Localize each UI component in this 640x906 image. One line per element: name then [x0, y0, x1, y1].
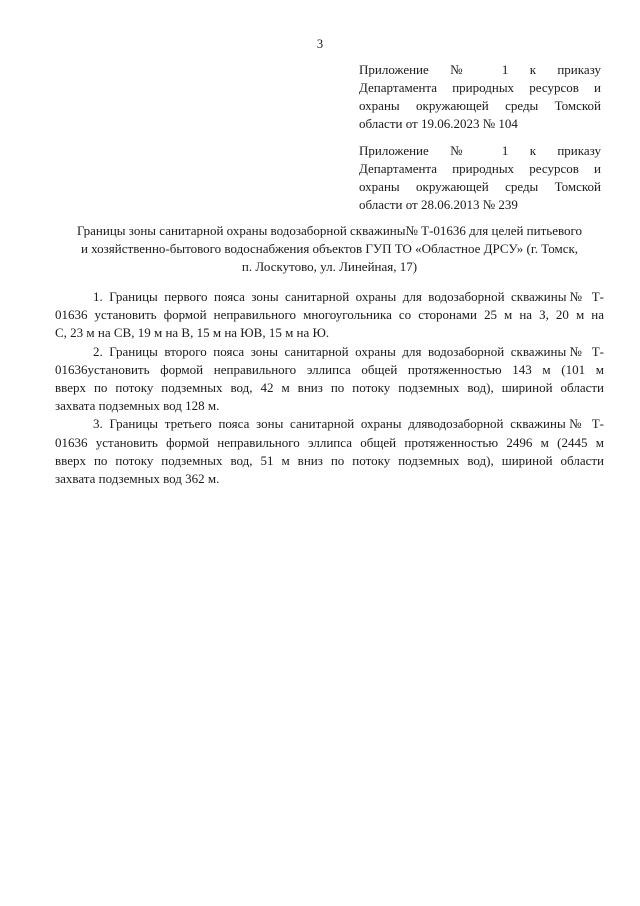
paragraph-line: 01636установить формой неправильного эллипса общей протяженностью 143 м (101 м [55, 361, 604, 377]
paragraph-line: 3. Границы третьего пояса зоны санитарной охраны дляводозаборной скважины№ Т- [93, 416, 604, 432]
appendix-line: охраны окружающей среды Томской [359, 98, 601, 113]
paragraph-line: захвата подземных вод 128 м. [55, 398, 220, 414]
title-line: и хозяйственно-бытового водоснабжения объектов ГУП ТО «Областное ДРСУ» (г. Томск, [80, 241, 579, 256]
document-title [55, 222, 604, 276]
document-body [55, 288, 604, 488]
appendix-header-original [359, 142, 601, 214]
appendix-line: Департамента природных ресурсов и [359, 80, 601, 95]
paragraph-zone-1 [55, 288, 604, 343]
paragraph-line: С, 23 м на СВ, 19 м на В, 15 м на ЮВ, 15 м на Ю. [55, 325, 330, 341]
paragraph-line: вверх по потоку подземных вод, 42 м вниз по потоку подземных вод), шириной области [55, 380, 604, 396]
paragraph-line: 01636 установить формой неправильного многоугольника со сторонами 25 м на З, 20 м на [55, 307, 604, 323]
paragraph-zone-2 [55, 343, 604, 416]
appendix-line: области от 28.06.2013 № 239 [359, 197, 518, 212]
paragraph-line: 01636 установить формой неправильного эллипса общей протяженностью 2496 м (2445 м [55, 434, 604, 450]
paragraph-line: 2. Границы второго пояса зоны санитарной охраны для водозаборной скважины№ Т- [93, 343, 604, 359]
paragraph-line: вверх по потоку подземных вод, 51 м вниз по потоку подземных вод), шириной области [55, 452, 604, 468]
title-line: п. Лоскутово, ул. Линейная, 17) [241, 259, 418, 274]
title-line: Границы зоны санитарной охраны водозаборной скважины№ Т-01636 для целей питьевого [76, 223, 583, 238]
appendix-header-current [359, 61, 601, 133]
paragraph-zone-3 [55, 415, 604, 488]
paragraph-line: 1. Границы первого пояса зоны санитарной охраны для водозаборной скважины№ Т- [93, 289, 604, 304]
appendix-line: охраны окружающей среды Томской [359, 179, 601, 194]
appendix-line: Приложение № 1 к приказу [359, 62, 601, 77]
paragraph-line: захвата подземных вод 362 м. [55, 471, 220, 487]
page-number: 3 [316, 37, 324, 51]
appendix-line: Приложение № 1 к приказу [359, 143, 601, 158]
appendix-line: области от 19.06.2023 № 104 [359, 116, 518, 131]
appendix-line: Департамента природных ресурсов и [359, 161, 601, 176]
